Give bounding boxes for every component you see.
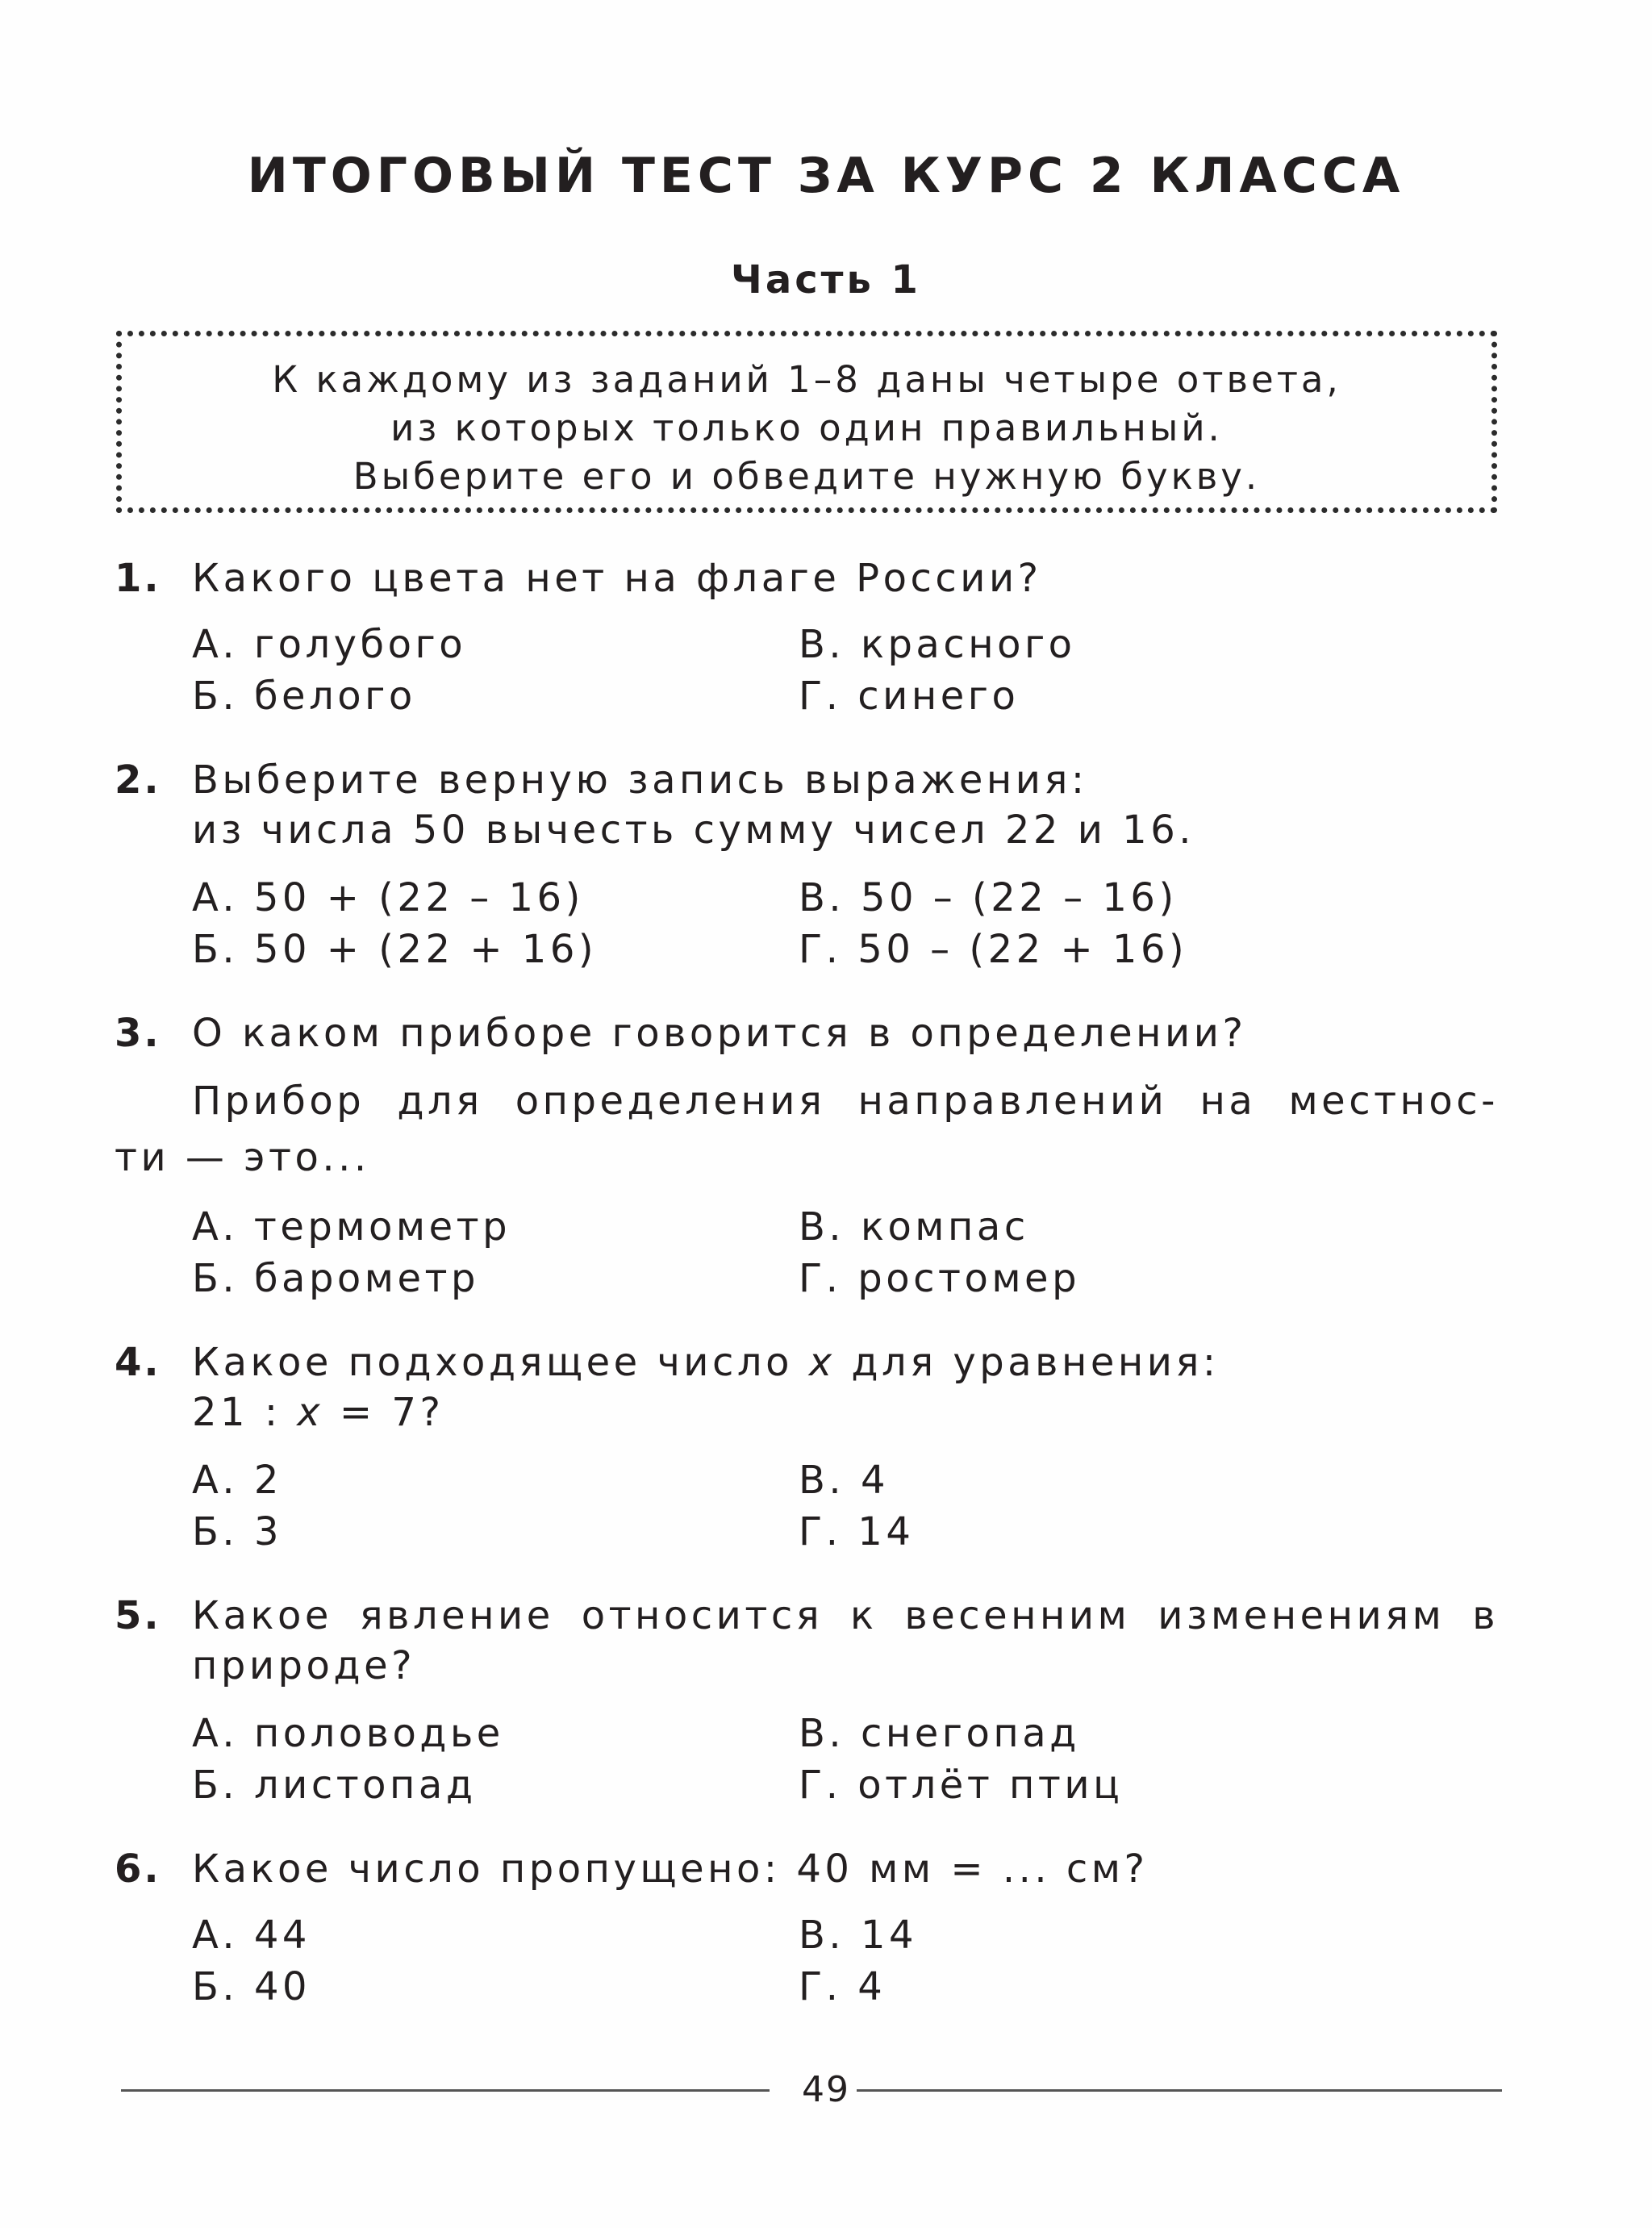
answer-option-a[interactable]: А. 44 <box>192 1913 311 1958</box>
answer-option-a[interactable]: А. термометр <box>192 1204 511 1250</box>
question-text: Какое явление относится к весенним изменениям в <box>192 1593 1499 1638</box>
instructions-line: Выберите его и обведите нужную букву. <box>353 455 1261 498</box>
equation-text <box>192 1387 444 1437</box>
answer-option-b[interactable]: Б. листопад <box>192 1763 477 1808</box>
answer-option-g[interactable]: Г. 4 <box>799 1964 886 2009</box>
answer-option-v[interactable]: В. снегопад <box>799 1711 1080 1756</box>
question-number: 6. <box>115 1846 161 1892</box>
question-text: Выберите верную запись выражения: <box>192 757 1088 803</box>
equation-part: 21 : <box>192 1390 298 1435</box>
instructions-line: из которых только один правильный. <box>390 407 1223 449</box>
answer-option-a[interactable]: А. 2 <box>192 1458 282 1503</box>
answer-option-v[interactable]: В. 14 <box>799 1913 918 1958</box>
definition-text: ти — это... <box>115 1135 370 1180</box>
question-text-part: для уравнения: <box>835 1340 1220 1385</box>
answer-option-v[interactable]: В. 4 <box>799 1458 889 1503</box>
page-number: 49 <box>802 2069 850 2110</box>
answer-option-a[interactable]: А. 50 + (22 – 16) <box>192 875 584 920</box>
answer-option-v[interactable]: В. красного <box>799 622 1076 667</box>
answer-option-v[interactable]: В. 50 – (22 – 16) <box>799 875 1178 920</box>
question-text <box>192 1337 1219 1387</box>
answer-option-v[interactable]: В. компас <box>799 1204 1029 1250</box>
equation-part: = 7? <box>323 1390 444 1435</box>
question-text-part: Какое подходящее число <box>192 1340 809 1385</box>
answer-option-b[interactable]: Б. 3 <box>192 1509 282 1554</box>
question-text: природе? <box>192 1643 416 1688</box>
answer-option-a[interactable]: А. голубого <box>192 622 467 667</box>
answer-option-b[interactable]: Б. 50 + (22 + 16) <box>192 927 598 972</box>
answer-option-b[interactable]: Б. белого <box>192 674 416 719</box>
answer-option-g[interactable]: Г. 50 – (22 + 16) <box>799 927 1188 972</box>
variable-x: x <box>808 1340 836 1385</box>
question-text: Какое число пропущено: 40 мм = ... см? <box>192 1846 1149 1892</box>
variable-x: x <box>297 1390 324 1435</box>
answer-option-g[interactable]: Г. синего <box>799 674 1020 719</box>
answer-option-b[interactable]: Б. барометр <box>192 1256 479 1301</box>
answer-option-g[interactable]: Г. отлёт птиц <box>799 1763 1124 1808</box>
instructions-line: К каждому из заданий 1–8 даны четыре ответа, <box>272 358 1341 401</box>
footer-rule-right <box>857 2089 1502 2092</box>
question-text: из числа 50 вычесть сумму чисел 22 и 16. <box>192 807 1195 853</box>
answer-option-g[interactable]: Г. 14 <box>799 1509 915 1554</box>
question-text: О каком приборе говорится в определении? <box>192 1011 1247 1056</box>
answer-option-g[interactable]: Г. ростомер <box>799 1256 1081 1301</box>
question-number: 2. <box>115 757 161 803</box>
part-heading: Часть 1 <box>731 257 921 302</box>
answer-option-a[interactable]: А. половодье <box>192 1711 504 1756</box>
question-text: Какого цвета нет на флаге России? <box>192 556 1042 601</box>
instructions-box <box>116 331 1497 513</box>
question-number: 1. <box>115 556 161 601</box>
footer-rule-left <box>121 2089 770 2092</box>
question-number: 3. <box>115 1011 161 1056</box>
page-title: ИТОГОВЫЙ ТЕСТ ЗА КУРС 2 КЛАССА <box>247 148 1405 204</box>
question-number: 4. <box>115 1340 161 1385</box>
question-number: 5. <box>115 1593 161 1638</box>
answer-option-b[interactable]: Б. 40 <box>192 1964 311 2009</box>
definition-text: Прибор для определения направлений на местнос- <box>192 1079 1499 1124</box>
